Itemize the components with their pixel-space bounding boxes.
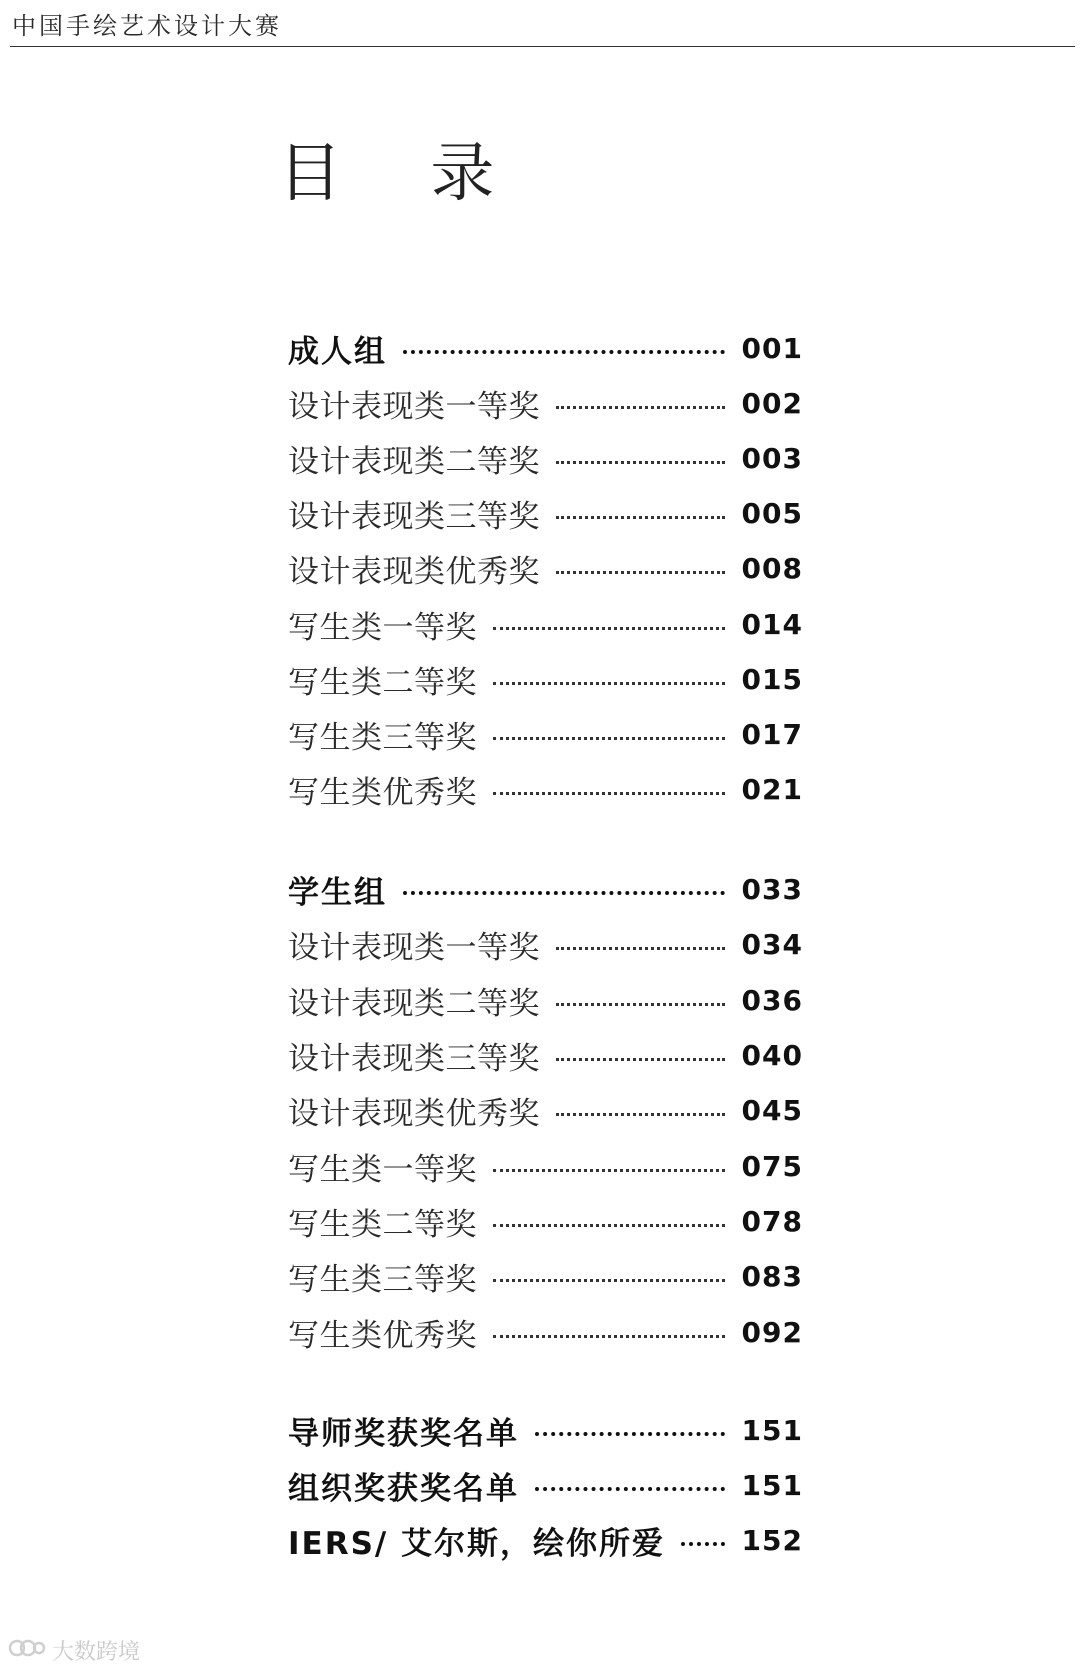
toc-entry-label: 设计表现类优秀奖	[288, 553, 540, 590]
toc-entry-label: 写生类一等奖	[288, 1151, 477, 1188]
toc-entry-label: 设计表现类三等奖	[288, 1040, 540, 1077]
dot-leader	[556, 406, 725, 409]
dot-leader	[493, 1224, 725, 1227]
dot-leader	[556, 1113, 725, 1116]
toc-entry-label: 写生类三等奖	[288, 1261, 477, 1298]
toc-page-number: 078	[741, 1204, 803, 1238]
dot-leader	[556, 1003, 725, 1006]
toc-entry[interactable]	[288, 978, 803, 1022]
toc-entry-label: IERS/ 艾尔斯，绘你所爱	[288, 1525, 666, 1562]
toc-page-number: 002	[741, 386, 803, 420]
toc-entry-label: 写生类二等奖	[288, 664, 477, 701]
dot-leader	[556, 461, 725, 464]
toc-page-number: 036	[741, 983, 803, 1017]
toc-page-number: 015	[741, 662, 803, 696]
toc-page-number: 152	[741, 1523, 803, 1557]
toc-page-number: 003	[741, 441, 803, 475]
dot-leader	[403, 891, 725, 895]
dot-leader	[556, 947, 725, 950]
toc-page-number: 001	[741, 331, 803, 365]
toc-entry[interactable]	[288, 657, 803, 701]
toc-page-number: 021	[741, 772, 803, 806]
toc-entry-label: 组织奖获奖名单	[288, 1470, 519, 1507]
toc-page-number: 045	[741, 1093, 803, 1127]
toc-entry[interactable]	[288, 1199, 803, 1243]
toc-page-number: 017	[741, 717, 803, 751]
dot-leader	[493, 1169, 725, 1172]
toc-entry[interactable]	[288, 491, 803, 535]
toc-entry[interactable]	[288, 922, 803, 966]
toc-page-number: 083	[741, 1259, 803, 1293]
dot-leader	[556, 516, 725, 519]
toc-entry[interactable]	[288, 767, 803, 811]
dot-leader	[493, 682, 725, 685]
toc-page-number: 008	[741, 551, 803, 585]
toc-page-number: 151	[741, 1413, 803, 1447]
toc-entry[interactable]	[288, 1310, 803, 1354]
toc-entry-label: 写生类二等奖	[288, 1206, 477, 1243]
dot-leader	[493, 1279, 725, 1282]
toc-page-number: 014	[741, 607, 803, 641]
toc-entry-label: 设计表现类优秀奖	[288, 1095, 540, 1132]
toc-section-label: 学生组	[288, 874, 387, 911]
dot-leader	[493, 1335, 725, 1338]
toc-page-number: 151	[741, 1468, 803, 1502]
toc-entry-label: 导师奖获奖名单	[288, 1415, 519, 1452]
toc-entry[interactable]	[288, 436, 803, 480]
toc-entry[interactable]	[288, 1254, 803, 1298]
toc-page-number: 040	[741, 1038, 803, 1072]
running-header-title: 中国手绘艺术设计大赛	[12, 12, 282, 40]
toc-page-number: 005	[741, 496, 803, 530]
dot-leader	[493, 627, 725, 630]
dot-leader	[403, 350, 725, 354]
toc-entry-label: 写生类三等奖	[288, 719, 477, 756]
toc-entry-label: 设计表现类二等奖	[288, 985, 540, 1022]
toc-entry-label: 设计表现类一等奖	[288, 388, 540, 425]
toc-page-number: 033	[741, 872, 803, 906]
toc-entry[interactable]	[288, 1088, 803, 1132]
toc-section-adult[interactable]	[288, 326, 803, 370]
toc-entry[interactable]	[288, 381, 803, 425]
toc-entry[interactable]	[288, 546, 803, 590]
watermark-logo-icon	[8, 1637, 46, 1665]
toc-page-number: 034	[741, 927, 803, 961]
toc-entry-label: 设计表现类二等奖	[288, 443, 540, 480]
toc-entry-mentor-awards[interactable]	[288, 1408, 803, 1452]
toc-entry-iers[interactable]	[288, 1518, 803, 1562]
toc-entry[interactable]	[288, 1144, 803, 1188]
dot-leader	[681, 1542, 725, 1546]
toc-entry-label: 写生类优秀奖	[288, 1317, 477, 1354]
toc-page-number: 092	[741, 1315, 803, 1349]
dot-leader	[535, 1487, 725, 1491]
dot-leader	[556, 571, 725, 574]
toc-entry-organization-awards[interactable]	[288, 1463, 803, 1507]
dot-leader	[556, 1058, 725, 1061]
toc-entry-label: 设计表现类三等奖	[288, 498, 540, 535]
toc-entry-label: 写生类优秀奖	[288, 774, 477, 811]
toc-entry[interactable]	[288, 1033, 803, 1077]
toc-entry[interactable]	[288, 712, 803, 756]
dot-leader	[493, 792, 725, 795]
watermark-text: 大数跨境	[52, 1640, 141, 1665]
toc-entry-label: 写生类一等奖	[288, 609, 477, 646]
toc-section-student[interactable]	[288, 867, 803, 911]
toc-section-label: 成人组	[288, 333, 387, 370]
page-title: 目 录	[278, 137, 529, 211]
toc-entry[interactable]	[288, 602, 803, 646]
header-divider	[10, 46, 1075, 47]
watermark	[8, 1635, 140, 1666]
dot-leader	[493, 737, 725, 740]
dot-leader	[535, 1432, 725, 1436]
toc-entry-label: 设计表现类一等奖	[288, 929, 540, 966]
toc-page-number: 075	[741, 1149, 803, 1183]
